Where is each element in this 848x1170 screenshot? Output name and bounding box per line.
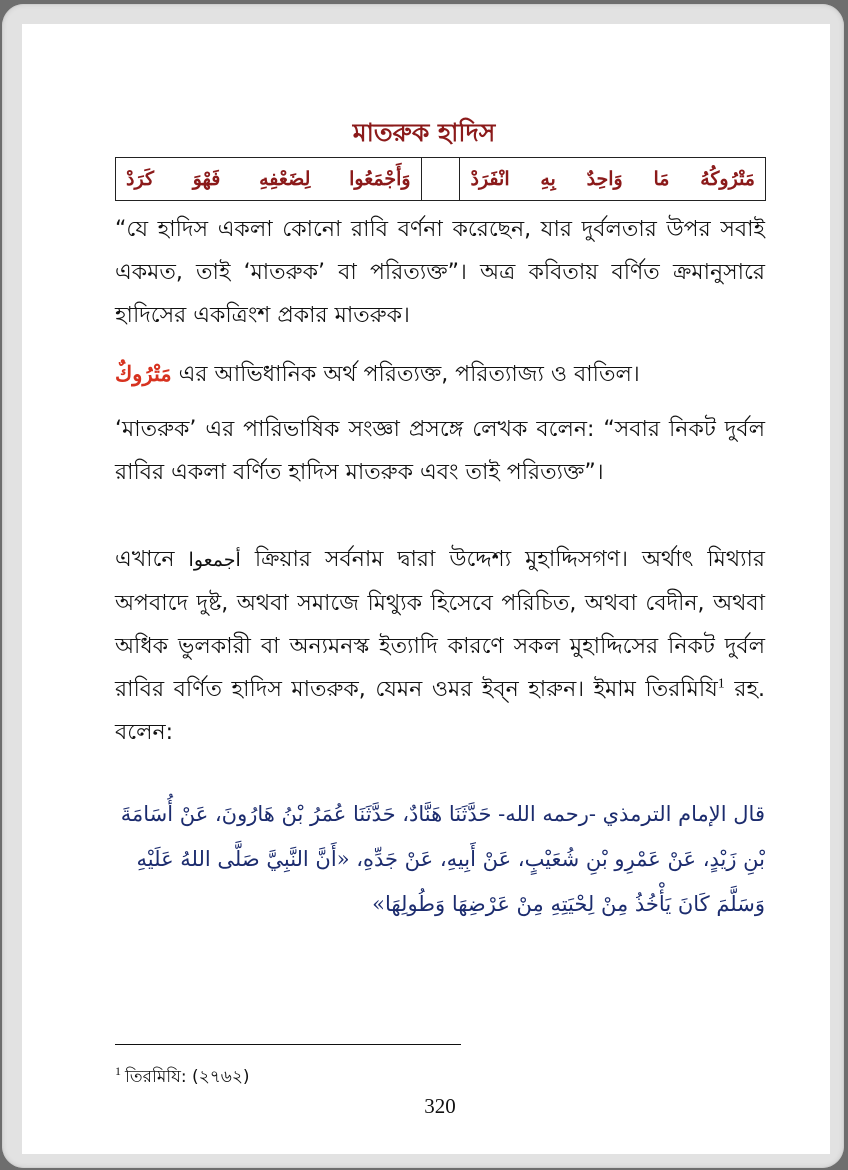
paragraph-definition: “যে হাদিস একলা কোনো রাবি বর্ণনা করেছেন, যার দুর্বলতার উপর সবাই একমত, তাই ‘মাতরুক’ বা পরিত্যক্ত”। অত্র কবিতায় বর্ণিত ক্রমানুসারে হাদিসের একত্রিংশ প্রকার মাতরুক। [115, 217, 765, 328]
arabic-term-matruk: مَتْرُوكٌ [115, 361, 172, 386]
page-number: 320 [424, 1094, 456, 1118]
verse-word: وَاحِدٌ [586, 168, 623, 190]
paragraph-text: ক্রিয়ার সর্বনাম দ্বারা উদ্দেশ্য মুহাদ্দিসগণ। অর্থাৎ মিথ্যার অপবাদে দুষ্ট, অথবা সমাজে মিথ্যুক হিসেবে পরিচিত, অথবা বেদীন, অথবা অধিক ভুলকারী বা অন্যমনস্ক ইত্যাদি কারণে সকল মুহাদ্দিসের নিকট দুর্বল রাবির বর্ণিত হাদিস মাতরুক, যেমন ওমর ইব্‌ন হারুন। ইমাম তিরমিযি [115, 547, 766, 702]
verse-word: لِضَعْفِهِ [259, 168, 311, 190]
paragraph-text: এখানে [115, 547, 189, 572]
verse-word: بِهِ [540, 168, 556, 190]
paragraph-explanation [115, 538, 765, 754]
paragraph-text: এর আভিধানিক অর্থ পরিত্যক্ত, পরিত্যাজ্য ও বাতিল। [171, 362, 640, 387]
verse-second-hemistich [116, 158, 422, 201]
footnote-divider [115, 1044, 461, 1045]
footnote [115, 1064, 250, 1092]
page-title: মাতরুক হাদিস [352, 118, 496, 147]
verse-word: فَهْوَ [192, 168, 221, 190]
arabic-term-ajmau: أجمعوا [188, 549, 241, 571]
footnote-reference[interactable]: 1 [717, 676, 725, 692]
verse-word: مَا [653, 168, 670, 190]
verse-word: وَأَجْمَعُوا [349, 168, 411, 190]
paragraph-lexical-meaning [115, 354, 765, 395]
verse-first-hemistich [460, 158, 766, 201]
verse-word: انْفَرَدْ [470, 168, 510, 190]
verse-divider-cell [421, 158, 460, 201]
verse-table [115, 157, 766, 201]
footnote-text: তিরমিযি: (২৭৬২) [125, 1067, 250, 1087]
verse-word: كَرَدْ [126, 168, 154, 190]
paragraph-technical-definition: ‘মাতরুক’ এর পারিভাষিক সংজ্ঞা প্রসঙ্গে লেখক বলেন: “সবার নিকট দুর্বল রাবির একলা বর্ণিত হাদিস মাতরুক এবং তাই পরিত্যক্ত”। [115, 417, 765, 485]
paragraph-text: রহ. বলেন: [115, 677, 765, 745]
arabic-hadith-quote: قال الإمام الترمذي -رحمه الله- حَدَّثَنَا هَنَّادٌ، حَدَّثَنَا عُمَرُ بْنُ هَارُونَ، عَنْ أُسَامَةَ بْنِ زَيْدٍ، عَنْ عَمْرِو بْنِ شُعَيْبٍ، عَنْ أَبِيهِ، عَنْ جَدِّهِ، «أَنَّ النَّبِيَّ صَلَّى اللهُ عَلَيْهِ وَسَلَّمَ كَانَ يَأْخُذُ مِنْ لِحْيَتِهِ مِنْ عَرْضِهَا وَطُولِهَا» [120, 802, 765, 916]
verse-word: مَتْرُوكُهُ [700, 168, 755, 190]
footnote-number: 1 [115, 1064, 121, 1079]
